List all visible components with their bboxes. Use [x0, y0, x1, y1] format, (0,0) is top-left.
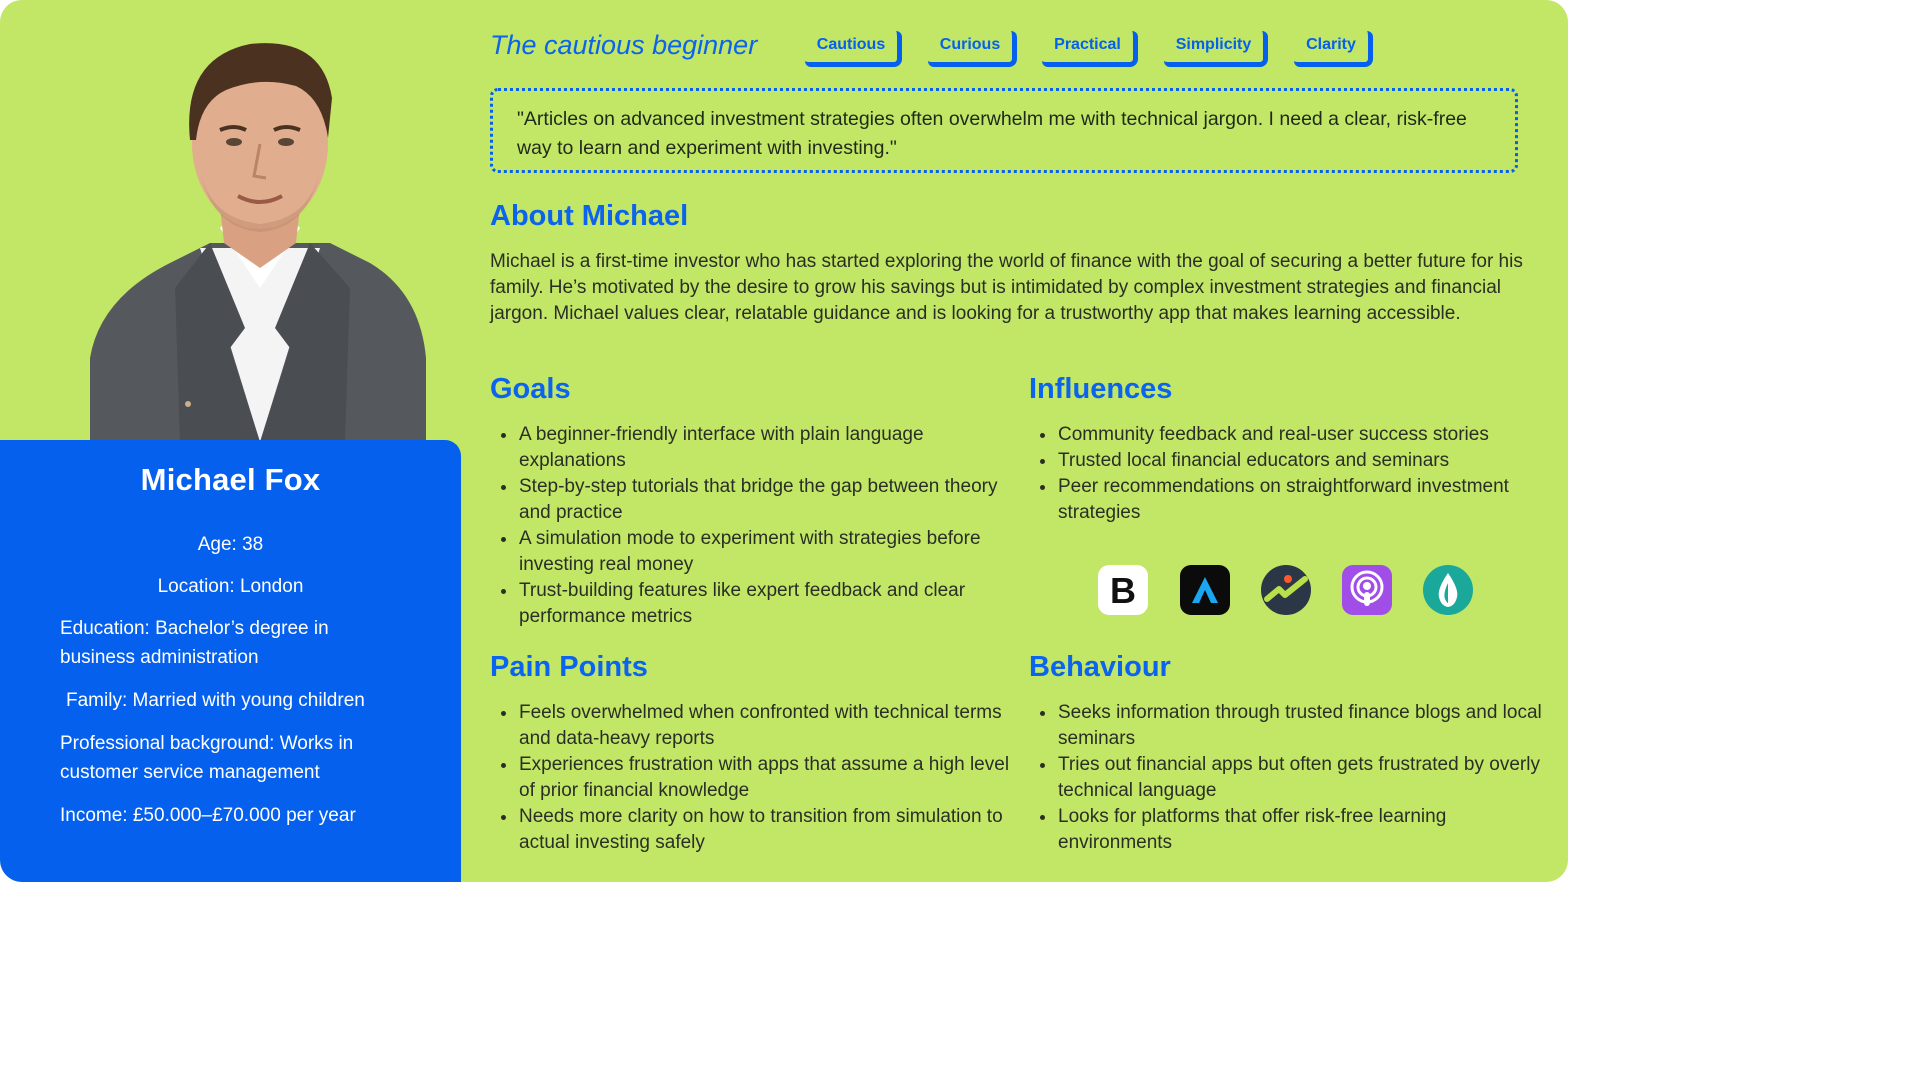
profile-panel — [0, 440, 461, 882]
list-item: Feels overwhelmed when confronted with technical terms and data-heavy reports — [490, 700, 1010, 752]
list-item: Looks for platforms that offer risk-free learning environments — [1029, 804, 1549, 856]
pain-points-list — [490, 700, 1010, 856]
profile-location: Location: London — [157, 576, 304, 597]
influences-list — [1029, 422, 1549, 526]
persona-tagline: The cautious beginner — [490, 30, 758, 60]
list-item: Needs more clarity on how to transition from simulation to actual investing safely — [490, 804, 1010, 856]
trait-tag: Curious — [928, 31, 1017, 67]
about-text: Michael is a first-time investor who has started exploring the world of finance with the goal of securing a better future for his family. He’s motivated by the desire to grow his savings but is intimidated by complex investment strategies and financial jargon. Michael values clear, relatable guidance and is looking for a trustworthy app that makes learning accessible. — [490, 251, 1523, 324]
list-item: Peer recommendations on straightforward investment strategies — [1029, 474, 1549, 526]
list-item: Experiences frustration with apps that assume a high level of prior financial knowledge — [490, 752, 1010, 804]
profile-age: Age: 38 — [197, 534, 264, 555]
list-item: Tries out financial apps but often gets frustrated by overly technical language — [1029, 752, 1549, 804]
app-letter: B — [1110, 570, 1136, 611]
pain-points-heading: Pain Points — [490, 651, 648, 683]
profile-income: Income: £50.000–£70.000 per year — [60, 805, 356, 826]
goals-list — [490, 422, 1010, 630]
podcasts-icon — [1342, 565, 1392, 615]
profile-education: Education: Bachelor’s degree in business administration — [60, 618, 329, 668]
persona-photo — [60, 28, 460, 442]
influences-heading: Influences — [1029, 373, 1173, 405]
bold-b-icon — [1098, 565, 1148, 615]
trait-tag: Cautious — [805, 31, 902, 67]
list-item: Trust-building features like expert feedback and clear performance metrics — [490, 578, 1010, 630]
list-item: Step-by-step tutorials that bridge the gap between theory and practice — [490, 474, 1010, 526]
drop-icon — [1423, 565, 1473, 615]
persona-quote: "Articles on advanced investment strategies often overwhelm me with technical jargon. I need a clear, risk-free way to learn and experiment with investing." — [490, 88, 1518, 173]
behaviour-heading: Behaviour — [1029, 651, 1171, 683]
goals-heading: Goals — [490, 373, 571, 405]
profile-background: Professional background: Works in customer service management — [60, 733, 354, 783]
about-heading: About Michael — [490, 200, 689, 232]
list-item: A beginner-friendly interface with plain language explanations — [490, 422, 1010, 474]
influence-app-icons — [1098, 565, 1478, 615]
trait-tag: Clarity — [1294, 31, 1373, 67]
trait-tag: Practical — [1042, 31, 1138, 67]
persona-name: Michael Fox — [140, 462, 321, 497]
trait-tag: Simplicity — [1164, 31, 1268, 67]
profile-family: Family: Married with young children — [66, 690, 365, 711]
zigzag-icon — [1261, 565, 1311, 615]
list-item: Seeks information through trusted finance blogs and local seminars — [1029, 700, 1549, 752]
list-item: Trusted local financial educators and seminars — [1029, 448, 1549, 474]
arrow-a-icon — [1180, 565, 1230, 615]
list-item: Community feedback and real-user success stories — [1029, 422, 1549, 448]
list-item: A simulation mode to experiment with strategies before investing real money — [490, 526, 1010, 578]
behaviour-list — [1029, 700, 1549, 856]
